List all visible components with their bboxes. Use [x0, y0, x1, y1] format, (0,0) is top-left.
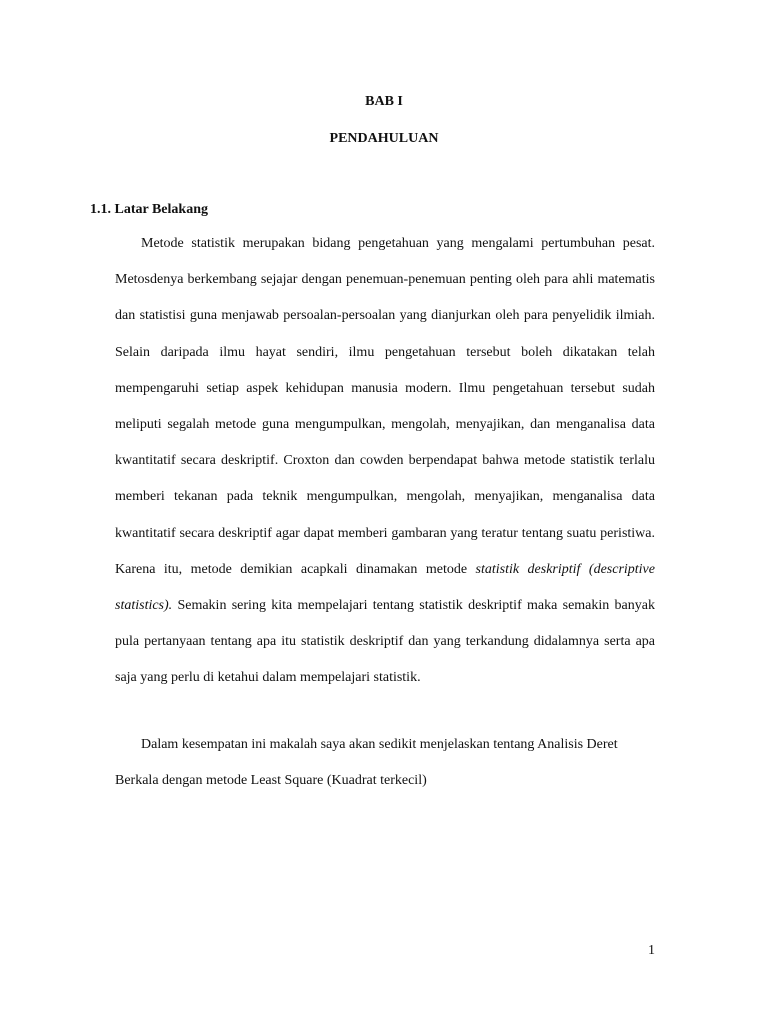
- section-heading: 1.1. Latar Belakang: [90, 202, 208, 217]
- body-paragraph-1: [115, 226, 655, 697]
- chapter-title: PENDAHULUAN: [329, 131, 439, 146]
- paragraph-1-italic-term: statistik deskriptif (descriptive statistics).: [115, 561, 655, 614]
- page-number: 1: [648, 943, 655, 958]
- chapter-number: BAB I: [365, 94, 403, 109]
- body-paragraph-2: Dalam kesempatan ini makalah saya akan sedikit menjelaskan tentang Analisis Deret Berkala dengan metode Least Square (Kuadrat terkecil): [115, 737, 618, 789]
- paragraph-1-text-after: Semakin sering kita mempelajari tentang statistik deskriptif maka semakin banyak pula pertanyaan tentang apa itu statistik deskriptif dan yang terkandung didalamnya serta apa saja yang perlu di ketahui dalam mempelajari statistik.: [115, 598, 655, 686]
- paragraph-1-text-before: Metode statistik merupakan bidang pengetahuan yang mengalami pertumbuhan pesat. Metosdenya berkembang sejajar dengan penemuan-penemuan penting oleh para ahli matematis dan statistisi guna menjawab persoalan-persoalan yang dianjurkan oleh para penyelidik ilmiah. Selain daripada ilmu hayat sendiri, ilmu pengetahuan tersebut boleh dikatakan telah mempengaruhi setiap aspek kehidupan manusia modern. Ilmu pengetahuan tersebut sudah meliputi segalah metode guna mengumpulkan, mengolah, menyajikan, dan menganalisa data kwantitatif secara deskriptif. Croxton dan cowden berpendapat bahwa metode statistik terlalu memberi tekanan pada teknik mengumpulkan, mengolah, menyajikan, menganalisa data kwantitatif secara deskriptif agar dapat memberi gambaran yang teratur tentang suatu peristiwa. Karena itu, metode demikian acapkali dinamakan metode: [115, 236, 655, 577]
